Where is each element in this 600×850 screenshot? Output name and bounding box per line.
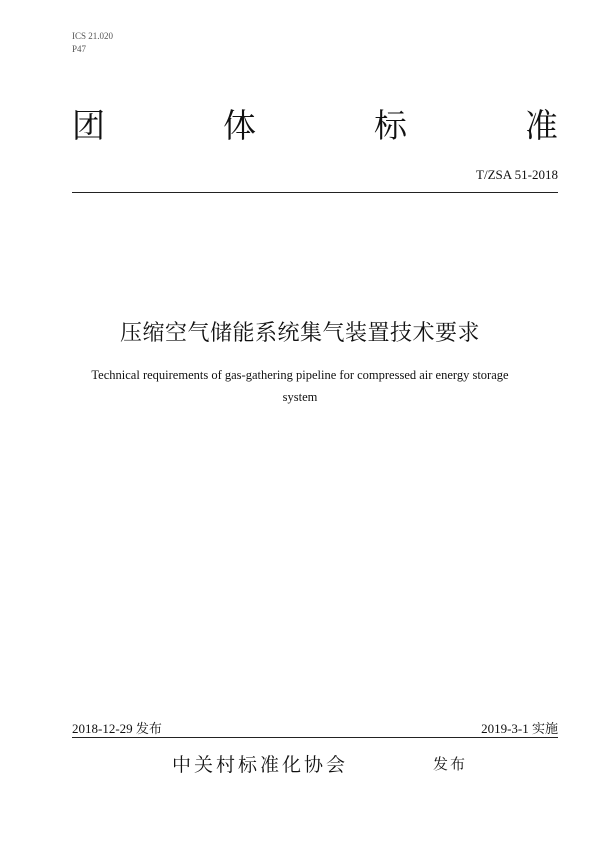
ccs-code: P47 xyxy=(72,44,87,54)
publish-date: 2018-12-29 发布 xyxy=(72,721,162,736)
document-title-en-line2: system xyxy=(282,390,318,404)
header-divider xyxy=(72,192,558,193)
document-title-en-line1: Technical requirements of gas-gathering pipeline for compressed air energy storage xyxy=(91,368,509,382)
implement-date: 2019-3-1 实施 xyxy=(481,721,558,736)
category-char-1: 团 xyxy=(72,106,105,145)
classification-codes xyxy=(72,30,113,56)
footer-divider xyxy=(72,737,558,738)
category-char-2: 体 xyxy=(223,106,256,145)
document-title-en xyxy=(60,364,540,408)
publisher-name: 中关村标准化协会 xyxy=(172,754,349,776)
ics-code: ICS 21.020 xyxy=(72,31,114,41)
document-title-zh: 压缩空气储能系统集气装置技术要求 xyxy=(119,321,480,346)
category-char-3: 标 xyxy=(374,106,407,145)
issue-label: 发布 xyxy=(433,755,468,773)
standard-category-title xyxy=(72,104,558,148)
category-char-4: 准 xyxy=(525,106,558,145)
standard-number: T/ZSA 51-2018 xyxy=(476,167,558,182)
